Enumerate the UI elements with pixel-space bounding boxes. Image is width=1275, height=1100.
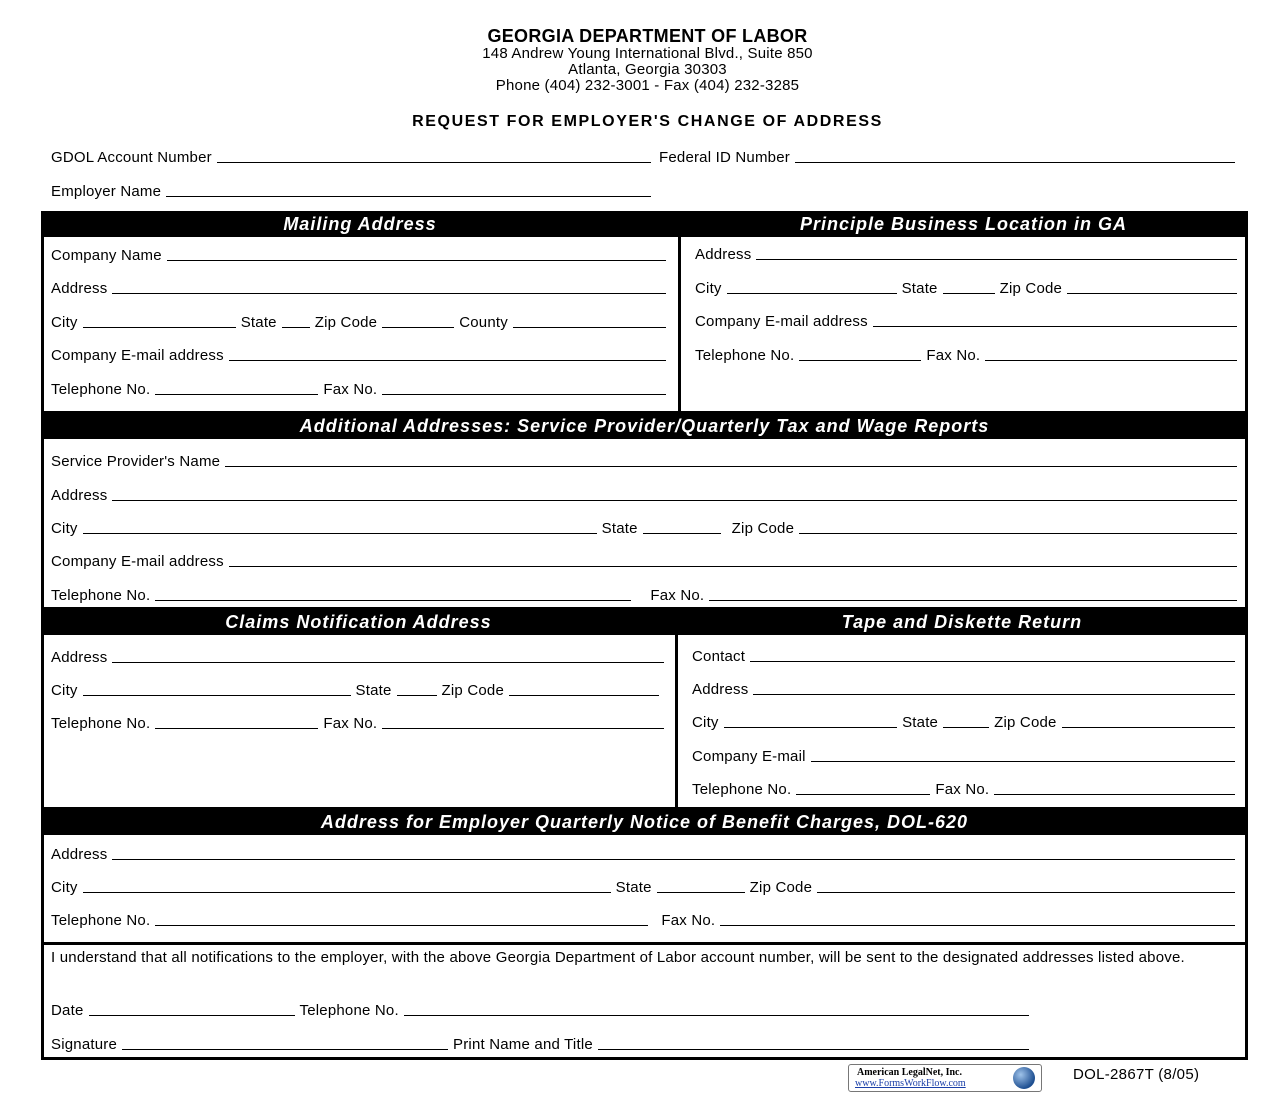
tape-fax-label: Fax No. — [935, 781, 990, 798]
benefit-address-field[interactable] — [112, 858, 1235, 860]
signature-telephone-field[interactable] — [404, 1014, 1029, 1016]
claims-city-label: City — [51, 682, 78, 699]
provider-name-label: Service Provider's Name — [51, 453, 221, 470]
tape-state-field[interactable] — [943, 726, 989, 728]
mailing-city-field[interactable] — [83, 326, 236, 328]
principal-zip-field[interactable] — [1067, 292, 1237, 294]
provider-fax-label: Fax No. — [650, 587, 705, 604]
section-divider — [678, 211, 681, 414]
mailing-state-label: State — [240, 314, 277, 331]
tape-address-label: Address — [692, 681, 749, 698]
provider-fax-field[interactable] — [709, 599, 1237, 601]
acknowledgement-text: I understand that all notifications to the employer, with the above Georgia Department of Labor account number, will be sent to the designated addresses listed above. — [51, 949, 1185, 966]
print-name-label: Print Name and Title — [453, 1036, 593, 1053]
employer-name-label: Employer Name — [51, 183, 162, 200]
gdol-account-label: GDOL Account Number — [51, 149, 212, 166]
mailing-address-title: Mailing Address — [41, 211, 679, 237]
principal-address-label: Address — [695, 246, 752, 263]
tape-zip-label: Zip Code — [994, 714, 1057, 731]
tape-state-label: State — [902, 714, 939, 731]
print-name-field[interactable] — [598, 1048, 1029, 1050]
tape-telephone-field[interactable] — [796, 793, 930, 795]
provider-zip-field[interactable] — [799, 532, 1237, 534]
claims-notification-title: Claims Notification Address — [41, 609, 676, 635]
benefit-zip-field[interactable] — [817, 891, 1235, 893]
claims-fax-field[interactable] — [382, 727, 664, 729]
department-phone-fax: Phone (404) 232-3001 - Fax (404) 232-3285 — [495, 77, 800, 94]
provider-city-field[interactable] — [83, 532, 597, 534]
claims-address-label: Address — [51, 649, 108, 666]
tape-city-field[interactable] — [724, 726, 897, 728]
principal-state-label: State — [901, 280, 938, 297]
mailing-company-name-label: Company Name — [51, 247, 162, 264]
benefit-telephone-field[interactable] — [155, 924, 648, 926]
mailing-telephone-label: Telephone No. — [51, 381, 151, 398]
benefit-city-label: City — [51, 879, 78, 896]
department-city: Atlanta, Georgia 30303 — [568, 61, 727, 78]
provider-zip-label: Zip Code — [731, 520, 795, 537]
logo-website-link[interactable]: www.FormsWorkFlow.com — [855, 1078, 966, 1089]
gdol-account-field[interactable] — [217, 161, 651, 163]
section-divider-2 — [675, 609, 678, 810]
tape-city-label: City — [692, 714, 719, 731]
mailing-city-label: City — [51, 314, 78, 331]
provider-telephone-field[interactable] — [155, 599, 631, 601]
mailing-address-field[interactable] — [112, 292, 666, 294]
department-street: 148 Andrew Young International Blvd., Suite 850 — [482, 45, 813, 62]
department-name: GEORGIA DEPARTMENT OF LABOR — [487, 26, 808, 46]
benefit-address-label: Address — [51, 846, 108, 863]
principal-email-field[interactable] — [873, 325, 1237, 327]
tape-address-field[interactable] — [753, 693, 1235, 695]
mailing-county-field[interactable] — [513, 326, 666, 328]
logo-company-name: American LegalNet, Inc. — [857, 1067, 962, 1078]
provider-state-field[interactable] — [643, 532, 721, 534]
principal-telephone-field[interactable] — [799, 359, 921, 361]
benefit-zip-label: Zip Code — [749, 879, 813, 896]
date-label: Date — [51, 1002, 84, 1019]
claims-telephone-label: Telephone No. — [51, 715, 151, 732]
tape-email-field[interactable] — [811, 760, 1235, 762]
benefit-fax-field[interactable] — [720, 924, 1235, 926]
benefit-telephone-label: Telephone No. — [51, 912, 151, 929]
employer-name-field[interactable] — [166, 195, 651, 197]
form-title: REQUEST FOR EMPLOYER'S CHANGE OF ADDRESS — [412, 113, 883, 130]
mailing-email-label: Company E-mail address — [51, 347, 224, 364]
claims-state-label: State — [355, 682, 392, 699]
principal-location-title: Principle Business Location in GA — [679, 211, 1248, 237]
form-number: DOL-2867T (8/05) — [1073, 1066, 1200, 1083]
principal-state-field[interactable] — [943, 292, 995, 294]
provider-telephone-label: Telephone No. — [51, 587, 151, 604]
provider-email-field[interactable] — [229, 565, 1237, 567]
benefit-state-label: State — [615, 879, 652, 896]
tape-fax-field[interactable] — [994, 793, 1235, 795]
mailing-zip-field[interactable] — [382, 326, 454, 328]
benefit-charges-title: Address for Employer Quarterly Notice of Benefit Charges, DOL-620 — [41, 809, 1248, 835]
provider-name-field[interactable] — [225, 465, 1237, 467]
mailing-email-field[interactable] — [229, 359, 666, 361]
principal-telephone-label: Telephone No. — [695, 347, 795, 364]
provider-city-label: City — [51, 520, 78, 537]
globe-icon — [1013, 1067, 1035, 1089]
principal-email-label: Company E-mail address — [695, 313, 868, 330]
american-legalnet-logo — [848, 1064, 1042, 1092]
principal-city-field[interactable] — [727, 292, 897, 294]
federal-id-label: Federal ID Number — [659, 149, 790, 166]
mailing-company-name-field[interactable] — [167, 259, 666, 261]
federal-id-field[interactable] — [795, 161, 1235, 163]
benefit-fax-label: Fax No. — [661, 912, 716, 929]
provider-address-field[interactable] — [112, 499, 1237, 501]
tape-contact-label: Contact — [692, 648, 746, 665]
claims-fax-label: Fax No. — [323, 715, 378, 732]
tape-telephone-label: Telephone No. — [692, 781, 792, 798]
mailing-fax-label: Fax No. — [323, 381, 378, 398]
claims-city-field[interactable] — [83, 694, 351, 696]
principal-city-label: City — [695, 280, 722, 297]
tape-diskette-title: Tape and Diskette Return — [676, 609, 1248, 635]
claims-state-field[interactable] — [397, 694, 437, 696]
mailing-zip-label: Zip Code — [314, 314, 378, 331]
additional-addresses-section — [41, 411, 1248, 610]
mailing-address-label: Address — [51, 280, 108, 297]
tape-contact-field[interactable] — [750, 660, 1235, 662]
provider-state-label: State — [601, 520, 638, 537]
signature-label: Signature — [51, 1036, 118, 1053]
principal-fax-field[interactable] — [985, 359, 1237, 361]
signature-telephone-label: Telephone No. — [299, 1002, 399, 1019]
form-header — [0, 26, 1275, 94]
mailing-telephone-field[interactable] — [155, 393, 318, 395]
claims-address-field[interactable] — [112, 661, 664, 663]
provider-email-label: Company E-mail address — [51, 553, 224, 570]
mailing-fax-field[interactable] — [382, 393, 666, 395]
mailing-county-label: County — [459, 314, 508, 331]
principal-fax-label: Fax No. — [926, 347, 981, 364]
tape-email-label: Company E-mail — [692, 748, 806, 765]
claims-zip-field[interactable] — [509, 694, 659, 696]
date-field[interactable] — [89, 1014, 295, 1016]
tape-zip-field[interactable] — [1062, 726, 1235, 728]
provider-address-label: Address — [51, 487, 108, 504]
benefit-state-field[interactable] — [657, 891, 745, 893]
principal-zip-label: Zip Code — [999, 280, 1063, 297]
mailing-state-field[interactable] — [282, 326, 310, 328]
signature-field[interactable] — [122, 1048, 448, 1050]
additional-addresses-title: Additional Addresses: Service Provider/Quarterly Tax and Wage Reports — [41, 413, 1248, 439]
benefit-city-field[interactable] — [83, 891, 611, 893]
claims-zip-label: Zip Code — [441, 682, 504, 699]
principal-address-field[interactable] — [756, 258, 1237, 260]
claims-telephone-field[interactable] — [155, 727, 318, 729]
